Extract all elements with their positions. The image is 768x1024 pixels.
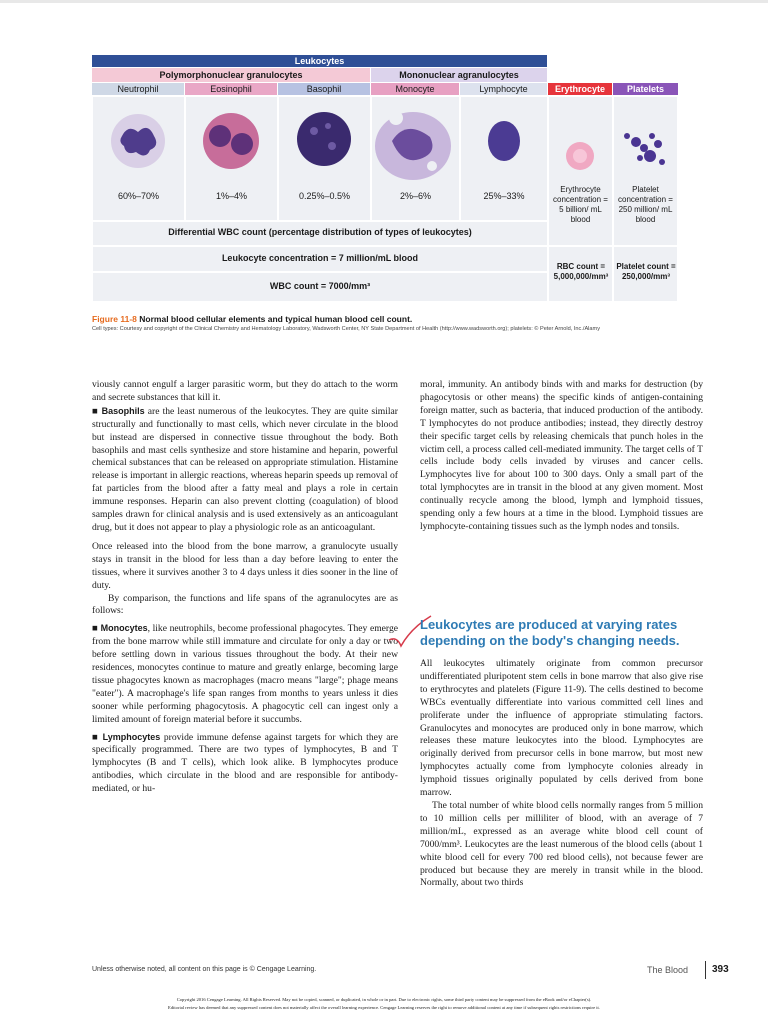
granulocytes-header: Polymorphonuclear granulocytes [92,68,370,82]
right-p2: All leukocytes ultimately originate from common precursor undifferentiated pluripotent stem cells in bone marrow that also give rise to erythrocytes and platelets (Figure 11-9). The cells destined to become WBCs eventually differentiate into various committed cell lines and proliferate under the influence of appropriate stimulating factors. Granulocytes and monocytes are produced only in bone marrow, which releases these mature leukocytes into the blood. Lymphocytes are originally derived from precursor cells in bone marrow, but most new lymphocytes actually come from lymphocyte colonies already in lymphoid tissues originally populated by cells derived from bone marrow. [420,658,703,799]
figure-caption [92,314,682,325]
eosinophil-percent: 1%–4% [215,191,248,201]
leukocyte-concentration: Leukocyte concentration = 7 million/mL blood [221,253,419,263]
agranulocytes-header: Mononuclear agranulocytes [371,68,547,82]
eosinophil-icon [203,113,259,169]
eosinophil-label: Eosinophil [185,83,277,95]
lymphocytes-term: Lymphocytes [102,731,161,742]
diff-wbc-count: Differential WBC count (percentage distribution of types of leukocytes) [168,227,472,237]
section-heading: Leukocytes are produced at varying rates depending on the body's changing needs. [420,617,680,648]
page-top-rule [0,0,768,3]
lymphocytes-text: provide immune defense against targets for which they are specifically programmed. There are two types of lymphocytes, B and T lymphocytes (B and T cells), which look alike. B lymphocytes produce antibodies, which circulate in the blood and are responsible for antibody-mediated, or hu- [92,731,398,795]
right-column [420,379,703,534]
right-column-lower [420,658,703,890]
erythrocyte-concentration: Erythrocyte concentration = 5 billion/ mL blood [553,185,608,224]
copyright-line-1: Copyright 2016 Cengage Learning. All Rights Reserved. May not be copied, scanned, or duplicated, in whole or in part. Due to electronic rights, some third party content may be suppressed from the eBook and/or eChapter(s). [176,997,592,1002]
monocytes-paragraph: ■ Monocytes, like neutrophils, become professional phagocytes. They emerge from the bone marrow while still immature and circulate for only a day or two before settling down in various tissues throughout the body. At their new residences, monocytes continue to mature and greatly enlarge, becoming large tissue phagocytes known as macrophages (macro means "large"; phage means "eater"). A macrophage's life span ranges from months to years unless it dies sooner while performing phagocytosis. A phagocytic cell can ingest only a limited amount of foreign material before it succumbs. [92,623,398,725]
right-p1: moral, immunity. An antibody binds with and marks for destruction (by phagocytosis or other means) the specific kinds of antigen-containing foreign matter, such as bacteria, that induced production of the antibody. T lymphocytes do not produce antibodies; instead, they directly destroy their specific target cells by releasing chemicals that punch holes in the victim cell, a process called cell-mediated immunity. The target cells of T cells include body cells invaded by viruses and cancer cells. Lymphocytes live for about 100 to 300 days. Only a small part of the total lymphocytes are in transit in the blood at any given moment. Most continually recycle among the blood, lymph and lymphoid tissues, spending only a few hours at a time in the blood. Lymphoid tissues are lymphocyte-containing tissues such as the lymph nodes and tonsils. [420,379,703,532]
figure-blood-cells [92,55,678,305]
basophils-term: Basophils [101,405,145,416]
left-p3: Once released into the blood from the bone marrow, a granulocyte usually stays in transit in the blood for less than a day before leaving to enter the tissues, where it survives another 3 to 4 days unless it dies sooner in the line of duty. [92,540,398,591]
copyright-line-2: Editorial review has deemed that any suppressed content does not materially affect the overall learning experience. Cengage Learning reserves the right to remove additional content at any time if subsequent rights restrictions require it. [168,1005,600,1010]
lymphocyte-percent: 25%–33% [483,191,525,201]
basophil-percent: 0.25%–0.5% [298,191,351,201]
lymphocyte-label: Lymphocyte [460,83,547,95]
page-number: 393 [712,964,729,975]
left-p4: By comparison, the functions and life spans of the agranulocytes are as follows: [92,592,398,617]
caption-label: Figure 11-8 [92,314,137,324]
caption-credit: Cell types: Courtesy and copyright of the Clinical Chemistry and Hematology Laboratory, Wadsworth Center, NY State Department of Health (http://www.wadsworth.org); platelets: © Peter Arnold, Inc./Alamy [92,326,600,332]
monocyte-percent: 2%–6% [399,191,432,201]
monocyte-icon [375,111,451,180]
lymphocyte-icon [488,121,520,161]
platelet-concentration: Platelet concentration = 250 million/ mL blood [618,185,673,224]
platelet-count: Platelet count = 250,000/mm³ [616,262,676,281]
leukocytes-header: Leukocytes [92,55,547,67]
erythrocyte-label: Erythrocyte [548,83,612,95]
basophil-icon [297,112,351,166]
basophil-label: Basophil [278,83,370,95]
left-column [92,379,398,796]
footer-left: Unless otherwise noted, all content on this page is © Cengage Learning. [92,966,317,973]
platelet-icon [624,133,665,165]
lymphocytes-paragraph: ■ Lymphocytes provide immune defense against targets for which they are specifically programmed. There are two types of lymphocytes, B and T lymphocytes (B and T cells), which look alike. B lymphocytes produce antibodies, which circulate in the blood and are responsible for antibody-mediated, or hu- [92,731,398,795]
neutrophil-icon [111,114,165,168]
erythrocyte-icon [566,142,594,170]
wbc-count: WBC count = 7000/mm³ [269,281,371,291]
rbc-count: RBC count = 5,000,000/mm³ [553,262,609,281]
basophils-text: are the least numerous of the leukocytes. They are quite similar structurally and functionally to mast cells, which never circulate in the blood but instead are dispersed in connective tissue throughout the body. Both basophils and mast cells synthesize and store histamine and heparin, powerful chemical substances that can be released on appropriate stimulation. Histamine release is important in allergic reactions, whereas heparin speeds up removal of fat particles from the blood after a fatty meal and plays a role in certain immune responses. Heparin can also prevent clotting (coagulation) of blood samples drawn for clinical analysis and is used extensively as an anticoagulant drug, but it does not appear to play a physiologic role as an anticoagulant. [92,405,398,533]
neutrophil-label: Neutrophil [92,83,184,95]
running-head: The Blood [647,965,689,975]
monocytes-text: , like neutrophils, become professional phagocytes. They emerge from the bone marrow while still immature and circulate for only a day or two before settling down in various tissues throughout the body. At their new residences, monocytes continue to mature and greatly enlarge, becoming large tissue phagocytes known as macrophages (macro means "large"; phage means "eater"). A macrophage's life span ranges from months to years unless it dies sooner while performing phagocytosis. A phagocytic cell can ingest only a limited amount of foreign material before it succumbs. [92,623,398,725]
monocyte-label: Monocyte [371,83,459,95]
footer-divider [705,961,706,979]
right-p3: The total number of white blood cells normally ranges from 5 million to 10 million cells per milliliter of blood, with an average of 7 million/mL, expressed as an average white blood cell count of 7000/mm³. Leukocytes are the least numerous of the blood cells (about 1 white blood cell for every 700 red blood cells), not because fewer are produced but because they are merely in transit while in the blood. Normally, about two thirds [420,799,703,889]
basophils-paragraph: ■ Basophils are the least numerous of the leukocytes. They are quite similar structurally and functionally to mast cells, which never circulate in the blood but instead are dispersed in connective tissue throughout the body. Both basophils and mast cells synthesize and store histamine and heparin, powerful chemical substances that can be released on appropriate stimulation. Histamine release is important in allergic reactions, whereas heparin speeds up removal of fat particles from the blood after a fatty meal and plays a role in certain immune responses. Heparin can also prevent clotting (coagulation) of blood samples drawn for clinical analysis and is used extensively as an anticoagulant drug, but it does not appear to play a physiologic role as an anticoagulant. [92,405,398,533]
left-p1: viously cannot engulf a larger parasitic worm, but they do attach to the worm and secrete substances that kill it. [92,379,398,403]
platelets-label: Platelets [613,83,678,95]
caption-title: Normal blood cellular elements and typical human blood cell count. [139,314,413,324]
neutrophil-percent: 60%–70% [117,191,160,201]
monocytes-term: Monocytes [100,623,148,634]
